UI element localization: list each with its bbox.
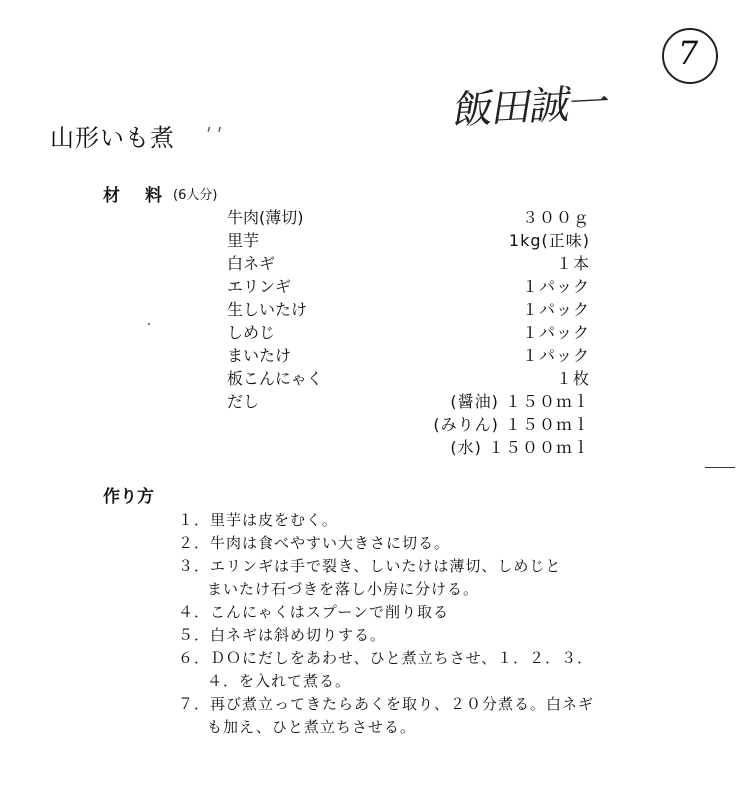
method-step — [178, 601, 449, 622]
page-number-circle — [662, 28, 718, 84]
handwritten-signature: 飯田誠一 — [450, 80, 611, 134]
step-number: ５． — [178, 626, 211, 644]
step-number: １． — [178, 511, 211, 529]
step-text: 里芋は皮をむく。 — [210, 511, 338, 529]
step-text: エリンギは手で裂き、しいたけは薄切、しめじと — [210, 557, 562, 575]
ingredient-name: 生しいたけ — [227, 300, 308, 319]
ingredient-amount: １パック — [521, 300, 590, 319]
servings-note: (6人分) — [173, 188, 218, 203]
ingredient-name: だし — [227, 392, 260, 411]
ingredient-amount: 1kg(正味) — [508, 231, 590, 250]
method-step-continuation: ４．を入れて煮る。 — [207, 672, 352, 690]
ingredient-amount: ３００ｇ — [521, 208, 590, 227]
step-text: 牛肉は食べやすい大きさに切る。 — [210, 534, 451, 552]
ingredient-name: 板こんにゃく — [227, 369, 323, 388]
method-step — [178, 509, 338, 530]
ingredient-name: しめじ — [227, 323, 276, 342]
ingredient-amount: (水) １５００ｍｌ — [450, 438, 590, 457]
step-number: ２． — [178, 534, 211, 552]
title-stray-mark: ' ' — [202, 124, 224, 145]
ingredient-name: 牛肉(薄切) — [227, 208, 304, 227]
step-number: ６． — [178, 649, 211, 667]
page-number: 7 — [674, 34, 702, 72]
ingredient-amount: １パック — [521, 346, 590, 365]
ingredients-heading: 材 料 — [103, 186, 166, 206]
method-step — [178, 693, 594, 714]
stray-dot — [148, 323, 150, 325]
step-text: こんにゃくはスプーンで削り取る — [210, 603, 449, 621]
ingredient-name: 白ネギ — [227, 254, 276, 273]
ingredient-amount: １パック — [521, 323, 590, 342]
step-number: ４． — [178, 603, 211, 621]
ingredient-name: 里芋 — [227, 231, 260, 250]
ingredient-amount: １本 — [555, 254, 590, 273]
step-number: ７． — [178, 695, 211, 713]
step-text: 再び煮立ってきたらあくを取り、２０分煮る。白ネギ — [210, 695, 595, 713]
ingredient-amount: (みりん) １５０ｍｌ — [433, 415, 590, 434]
step-number: ３． — [178, 557, 211, 575]
ingredient-amount: (醤油) １５０ｍｌ — [450, 392, 590, 411]
method-step — [178, 532, 450, 553]
method-step-continuation: も加え、ひと煮立ちさせる。 — [207, 718, 416, 736]
method-step — [178, 647, 593, 668]
ingredient-amount: １枚 — [555, 369, 590, 388]
ingredient-name: まいたけ — [227, 346, 292, 365]
method-step-continuation: まいたけ石づきを落し小房に分ける。 — [207, 580, 480, 598]
step-text: ＤＯにだしをあわせ、ひと煮立ちさせ、１．２．３． — [210, 649, 594, 667]
method-step — [178, 624, 386, 645]
ingredient-name: エリンギ — [227, 277, 292, 296]
ingredient-amount: １パック — [521, 277, 590, 296]
method-step — [178, 555, 561, 576]
step-text: 白ネギは斜め切りする。 — [210, 626, 387, 644]
method-heading: 作り方 — [103, 487, 154, 507]
recipe-title: 山形いも煮 — [50, 124, 175, 152]
margin-dash — [705, 467, 735, 468]
